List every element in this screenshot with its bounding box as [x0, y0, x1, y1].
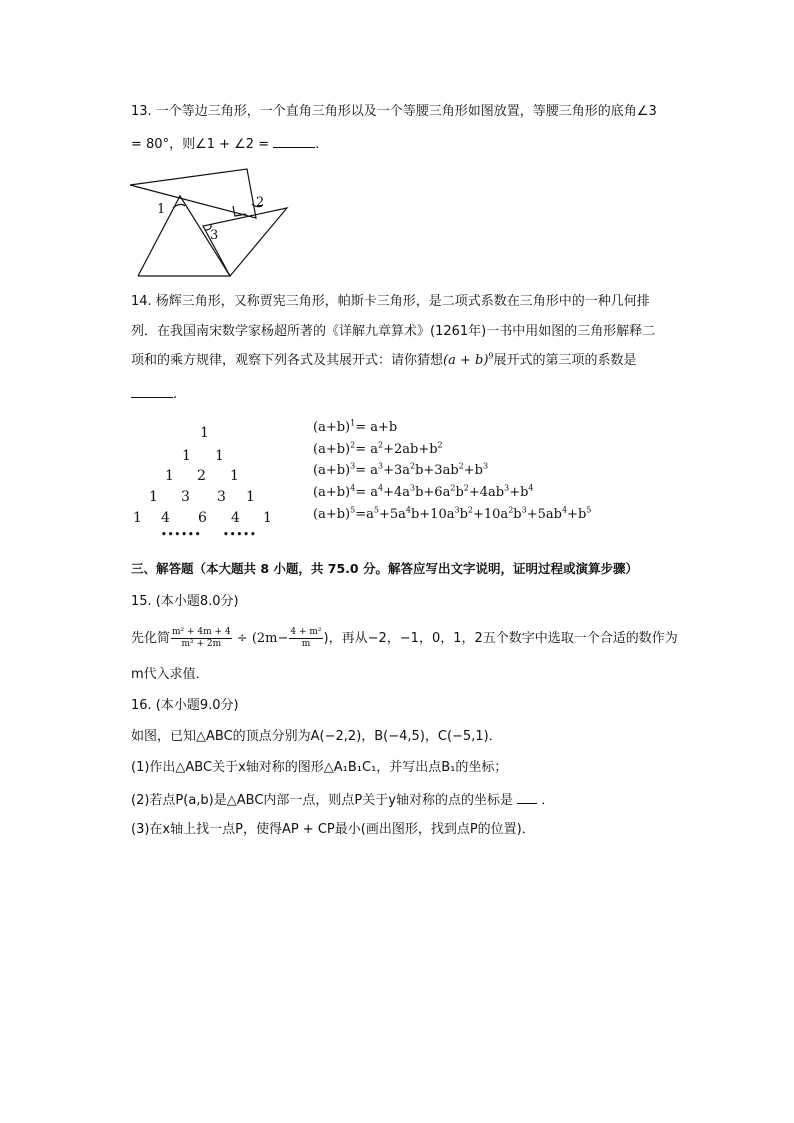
q13-line2	[131, 133, 319, 155]
expansion-1: $(a+b)^1= a+b$	[313, 418, 398, 435]
q15-line1	[131, 627, 678, 651]
pascal-r4-c1: 1	[149, 489, 158, 505]
expansion-2: $(a+b)^2= a^2+2ab+b^2$	[313, 440, 443, 457]
expansion-4: $(a+b)^4= a^4+4a^3b+6a^2b^2+4ab^3+b^4$	[313, 483, 534, 500]
q15-fraction1-numerator: m² + 4m + 4	[172, 627, 231, 637]
pascal-r2-c1: 1	[182, 448, 191, 464]
right-triangle	[130, 169, 256, 218]
q16-line1: 如图，已知△ABC的顶点分别为A(−2,2)，B(−4,5)，C(−5,1)．	[131, 729, 502, 744]
q14-line3-end: 展开式的第三项的系数是	[493, 353, 637, 368]
q13-line1: 13. 一个等边三角形，一个直角三角形以及一个等腰三角形如图放置，等腰三角形的底角∠3	[131, 104, 657, 119]
q16-line3-text: (2)若点P(a,b)是△ABC内部一点，则点P关于y轴对称的点的坐标是	[131, 793, 513, 808]
pascal-dots-right: •••••	[223, 530, 257, 540]
q13-line2-text: = 80°，则∠1 + ∠2 =	[131, 137, 274, 152]
q15-line1-text: 先化简	[131, 631, 171, 646]
pascal-r5-c3: 6	[198, 510, 207, 526]
q13-triangles-figure	[125, 164, 300, 280]
angle1-label: 1	[157, 202, 166, 217]
angle3-label: 3	[210, 228, 219, 243]
angle2-label: 2	[256, 195, 265, 210]
q14-line3	[131, 351, 637, 371]
expansion-3: $(a+b)^3= a^3+3a^2b+3ab^2+b^3$	[313, 461, 489, 478]
q14-expression: (a + b)	[443, 353, 489, 368]
q15-fraction2	[289, 627, 322, 650]
right-angle-mark	[233, 206, 246, 216]
q14-line2: 列．在我国南宋数学家杨超所著的《详解九章算术》(1261年)一书中用如图的三角形解释二	[131, 324, 656, 339]
pascal-r2-c2: 1	[215, 448, 224, 464]
q15-line2: m代入求值．	[131, 667, 209, 682]
q15-division: ÷ (2m−	[232, 631, 289, 646]
q15-fraction1-denominator: m² + 2m	[181, 639, 222, 649]
q14-exponent: 9	[488, 351, 494, 361]
pascal-r3-c2: 2	[197, 468, 206, 484]
q14-answer-blank	[131, 383, 173, 398]
pascal-dots-left: ••••••	[161, 530, 202, 540]
pascal-r4-c2: 3	[181, 489, 190, 505]
q13-line2-end: .	[315, 137, 320, 152]
q14-line4	[131, 383, 177, 405]
q13-answer-blank	[273, 133, 315, 148]
pascal-r5-c4: 4	[231, 510, 240, 526]
expansion-5: $(a+b)^5=a^5+5a^4b+10a^3b^2+10a^2b^3+5ab^4+b^5$	[313, 505, 592, 522]
q16-line4: (3)在x轴上找一点P，使得AP + CP最小(画出图形，找到点P的位置)．	[131, 822, 535, 837]
pascal-r3-c3: 1	[230, 468, 239, 484]
section3-title: 三、解答题（本大题共 8 小题，共 75.0 分。解答应写出文字说明，证明过程或演算步骤）	[131, 561, 638, 576]
q16-line3	[131, 789, 554, 811]
q16-line2: (1)作出△ABC关于x轴对称的图形△A₁B₁C₁，并写出点B₁的坐标；	[131, 760, 508, 775]
q15-header: 15. (本小题8.0分)	[131, 594, 239, 609]
q15-fraction1	[171, 627, 232, 650]
pascal-r4-c4: 1	[246, 489, 255, 505]
q14-line4-end: .	[173, 387, 178, 402]
q15-fraction2-denominator: m	[301, 639, 311, 649]
q16-answer-blank	[517, 789, 537, 804]
q15-line1-end: )，再从−2，−1，0，1，2五个数字中选取一个合适的数作为	[323, 631, 678, 646]
q16-line3-end: ．	[541, 793, 555, 808]
q14-line3-text: 项和的乘方规律，观察下列各式及其展开式：请你猜想	[131, 353, 444, 368]
pascal-r3-c1: 1	[165, 468, 174, 484]
pascal-r4-c3: 3	[217, 489, 226, 505]
pascal-r1-c1: 1	[200, 425, 209, 441]
q15-fraction2-numerator: 4 + m²	[290, 627, 322, 637]
pascal-r5-c2: 4	[161, 510, 170, 526]
pascal-r5-c5: 1	[263, 510, 272, 526]
q14-line1: 14. 杨辉三角形，又称贾宪三角形，帕斯卡三角形，是二项式系数在三角形中的一种几何排	[131, 294, 650, 309]
q16-header: 16. (本小题9.0分)	[131, 698, 239, 713]
pascal-r5-c1: 1	[133, 510, 142, 526]
